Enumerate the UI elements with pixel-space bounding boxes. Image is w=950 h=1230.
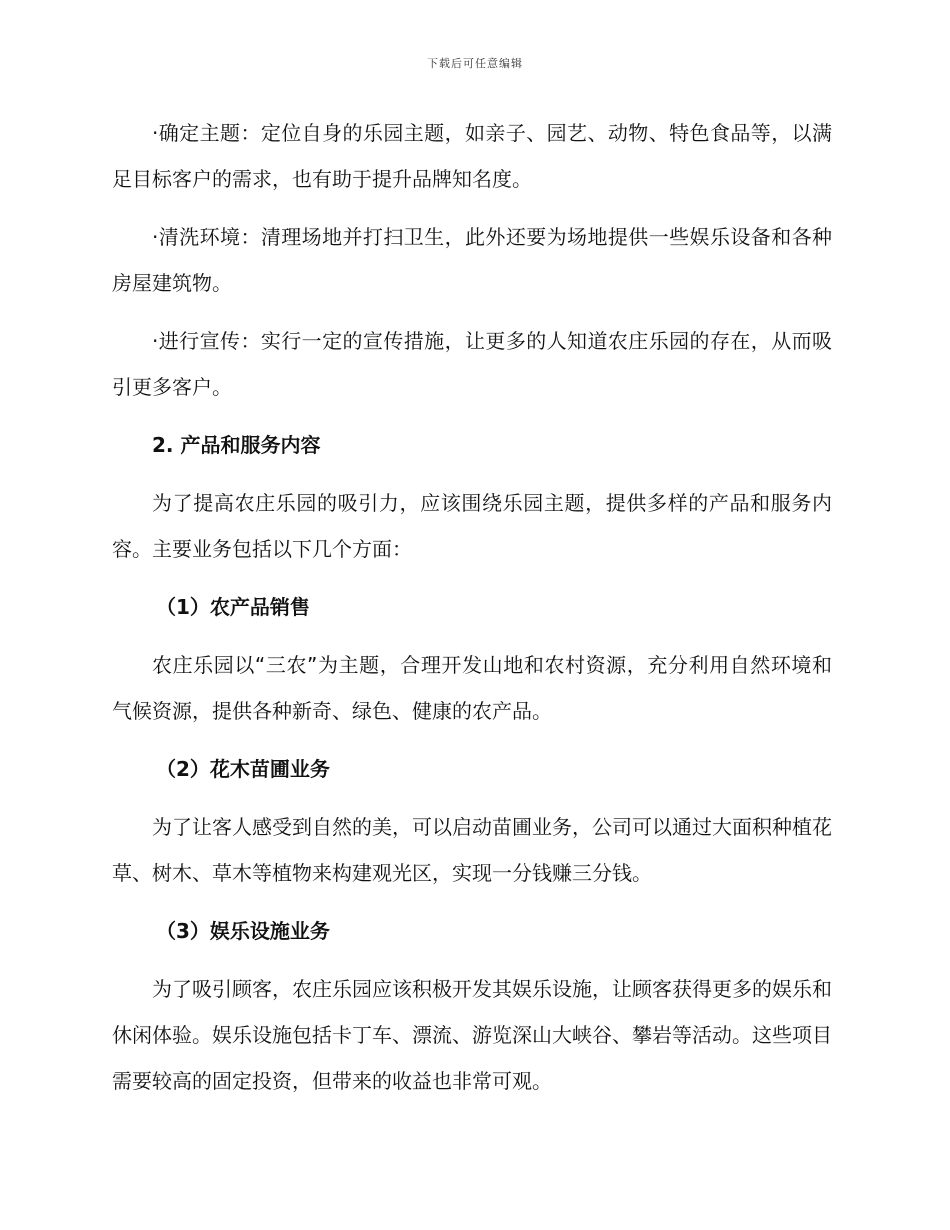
bullet-paragraph-theme: ·确定主题：定位自身的乐园主题，如亲子、园艺、动物、特色食品等，以满足目标客户的需求，也有助于提升品牌知名度。 [112,121,833,191]
subsection-text-nursery: 为了让客人感受到自然的美，可以启动苗圃业务，公司可以通过大面积种植花草、树木、草木等植物来构建观光区，实现一分钱赚三分钱。 [112,815,832,885]
bullet-title: ·确定主题 [152,121,241,145]
bullet-text: 实行一定的宣传措施，让更多的人知道农庄乐园的存在，从而吸引更多客户。 [112,329,833,399]
bullet-text: 定位自身的乐园主题，如亲子、园艺、动物、特色食品等，以满足目标客户的需求，也有助于提升品牌知名度。 [112,121,833,191]
subsection-text-produce: 农庄乐园以“三农”为主题，合理开发山地和农村资源，充分利用自然环境和气候资源，提供各种新奇、绿色、健康的农产品。 [112,653,832,723]
bullet-paragraph-clean: ·清洗环境：清理场地并打扫卫生，此外还要为场地提供一些娱乐设备和各种房屋建筑物。 [112,225,833,295]
bullet-paragraph-promotion: ·进行宣传：实行一定的宣传措施，让更多的人知道农庄乐园的存在，从而吸引更多客户。 [112,329,833,399]
subsection-heading-produce: （1）农产品销售 [156,595,310,619]
bullet-title: ·清洗环境 [152,225,241,249]
bullet-title: ·进行宣传 [152,329,241,353]
subsection-heading-entertainment: （3）娱乐设施业务 [156,919,330,943]
section-intro: 为了提高农庄乐园的吸引力，应该围绕乐园主题，提供多样的产品和服务内容。主要业务包括以下几个方面： [112,491,832,561]
subsection-text-entertainment: 为了吸引顾客，农庄乐园应该积极开发其娱乐设施，让顾客获得更多的娱乐和休闲体验。娱乐设施包括卡丁车、漂流、游览深山大峡谷、攀岩等活动。这些项目需要较高的固定投资，但带来的收益也非常可观。 [112,977,832,1093]
subsection-heading-nursery: （2）花木苗圃业务 [156,757,330,781]
document-body [112,110,832,1116]
section-heading: 2. 产品和服务内容 [152,433,321,457]
page-header: 下载后可任意编辑 [427,57,523,70]
bullet-text: 清理场地并打扫卫生，此外还要为场地提供一些娱乐设备和各种房屋建筑物。 [112,225,833,295]
